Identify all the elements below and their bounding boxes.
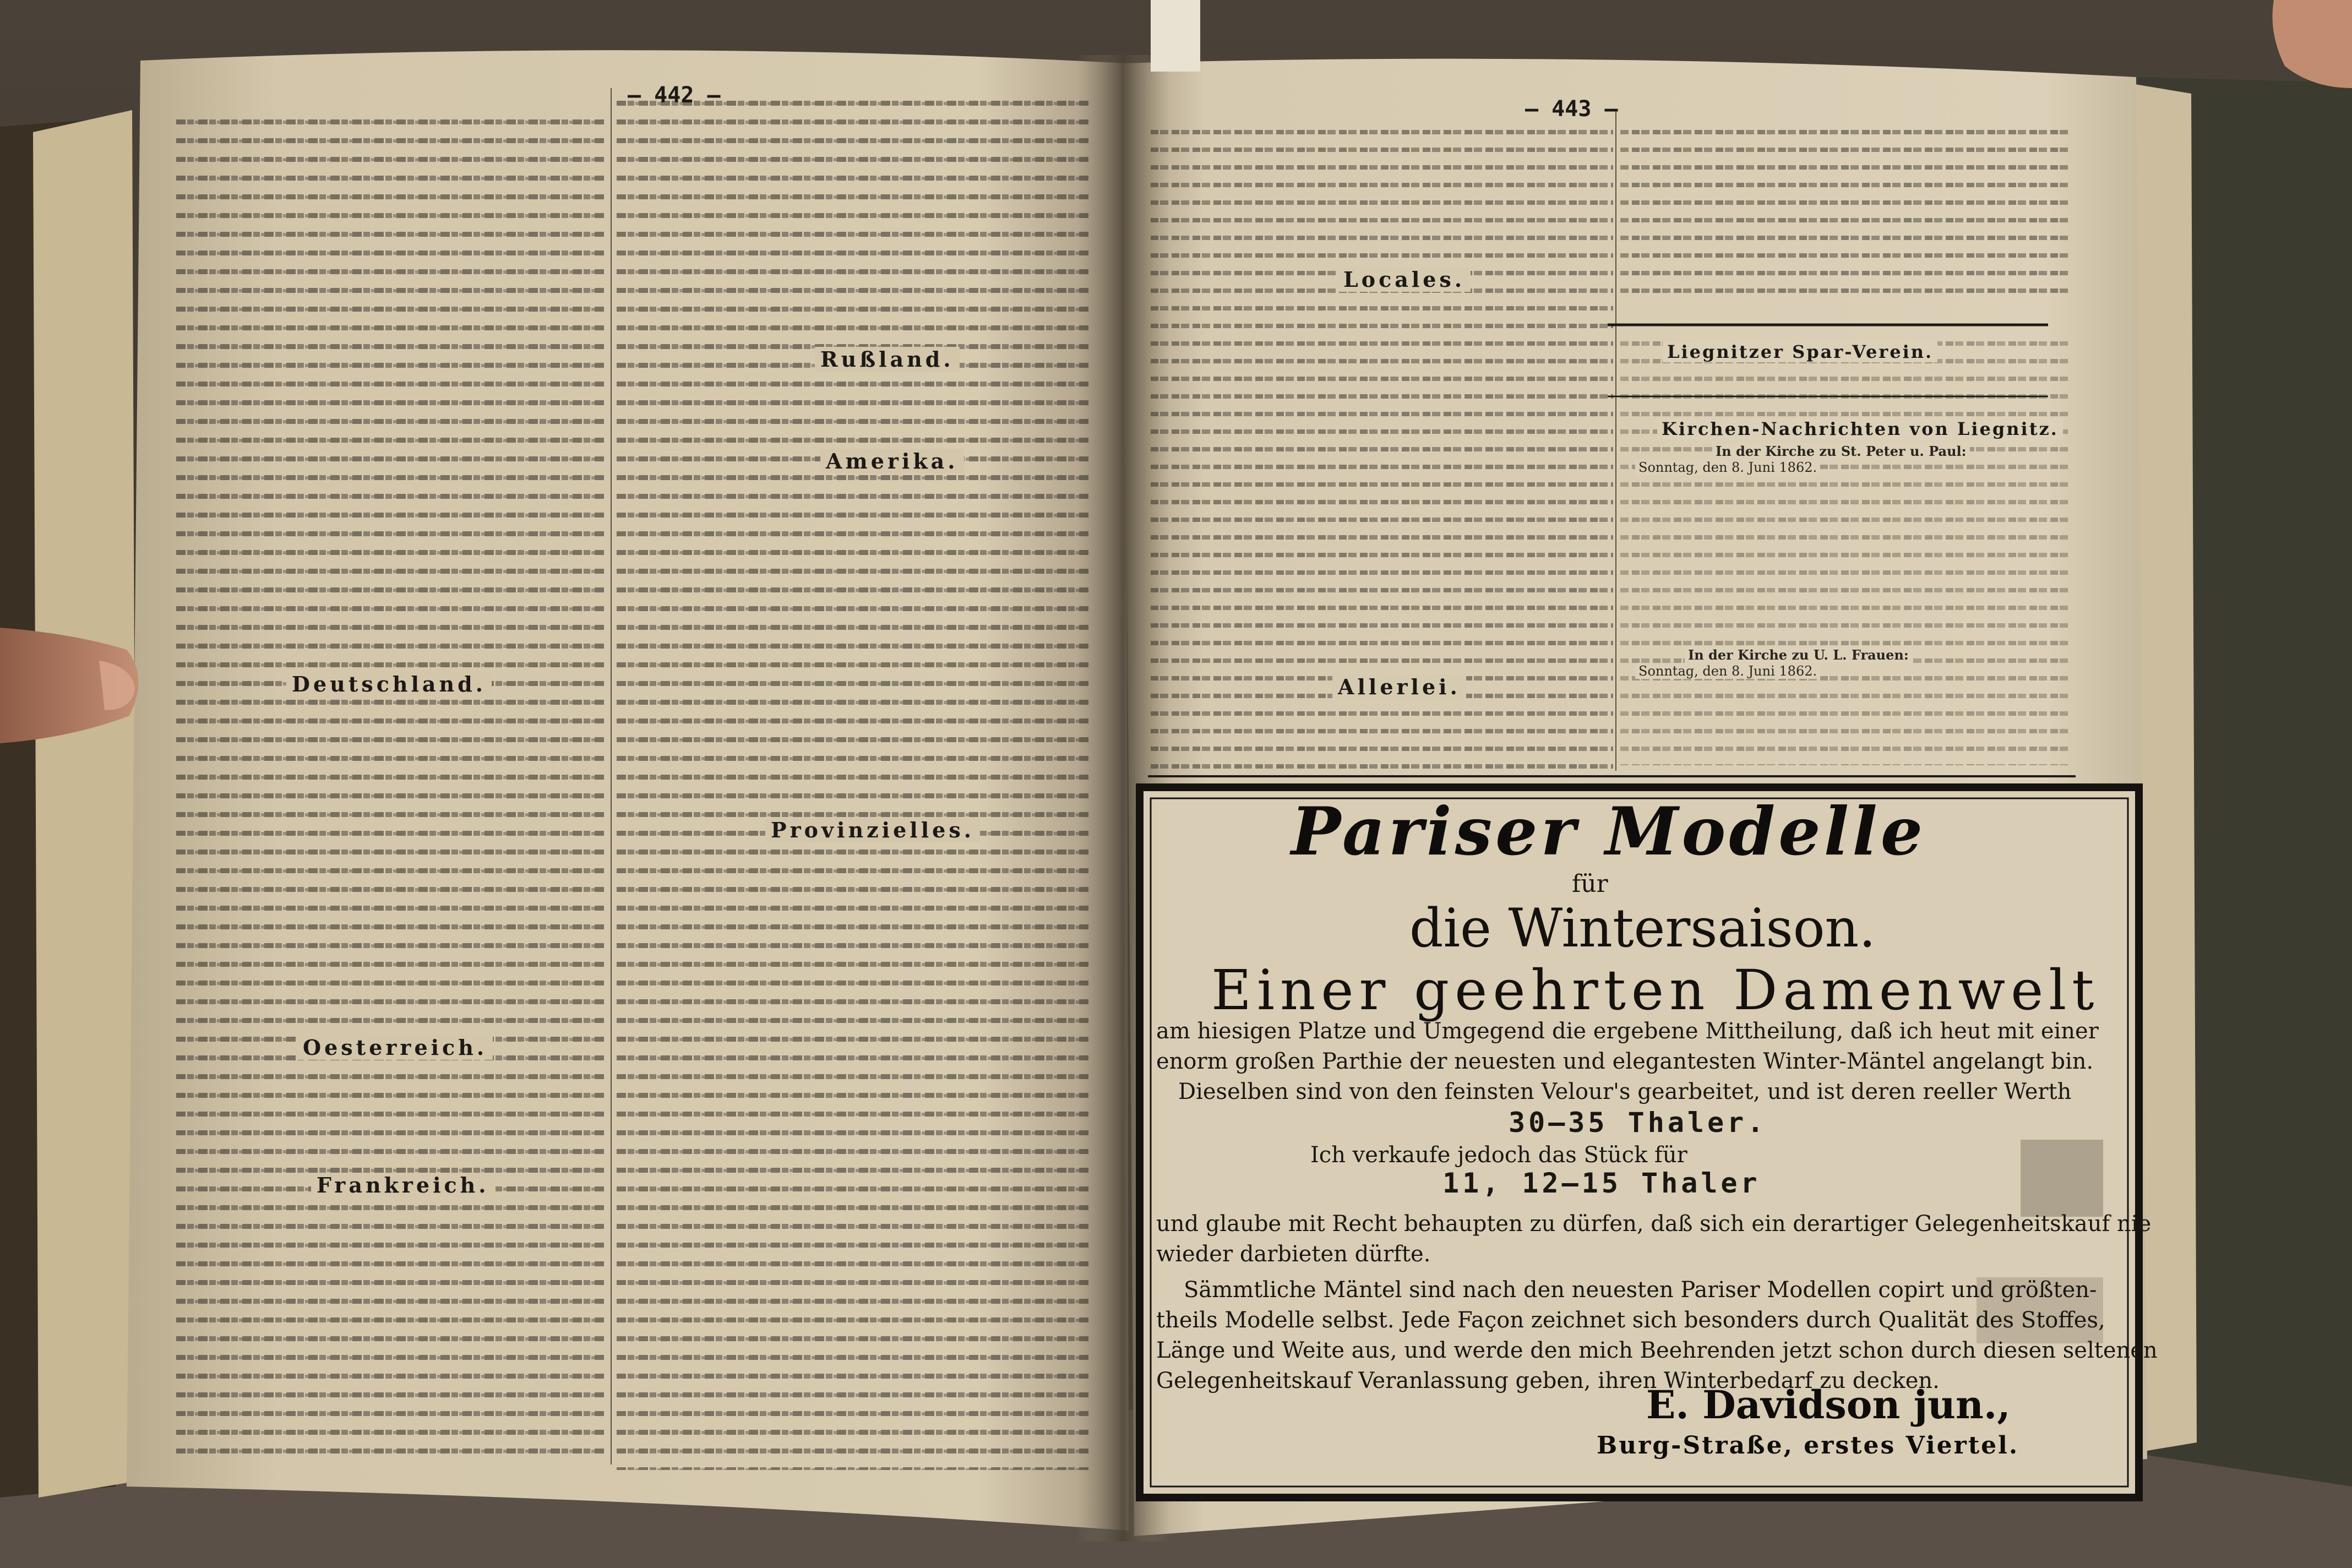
ad-line-5: und glaube mit Recht behaupten zu dürfen, daß sich ein derartiger Gelegenheitskauf nie bbox=[1156, 1211, 2152, 1237]
ad-price-regular: 30—35 Thaler. bbox=[1509, 1107, 1767, 1139]
ad-line-3: Dieselben sind von den feinsten Velour's gearbeitet, und ist deren reeller Werth bbox=[1178, 1079, 2072, 1104]
heading-provinzielles: Provinzielles. bbox=[765, 818, 980, 842]
ad-line-8: theils Modelle selbst. Jede Façon zeichnet sich besonders durch Qualität des Stoffes, bbox=[1156, 1308, 2105, 1333]
ad-headline: Einer geehrten Damenwelt bbox=[1211, 958, 2100, 1022]
heading-oesterreich: Oesterreich. bbox=[297, 1035, 493, 1060]
ad-address: Burg-Straße, erstes Viertel. bbox=[1597, 1431, 2019, 1460]
heading-allerlei: Allerlei. bbox=[1332, 674, 1466, 699]
heading-kirchen-nachrichten: Kirchen-Nachrichten von Liegnitz. bbox=[1657, 418, 2063, 439]
ad-line-2: enorm großen Parthie der neuesten und elegantesten Winter-Mäntel angelangt bin. bbox=[1156, 1049, 2094, 1074]
heading-spar-verein: Liegnitzer Spar-Verein. bbox=[1663, 341, 1937, 362]
right-page-number: — 443 — bbox=[1525, 96, 1618, 122]
kirchen-date-1: Sonntag, den 8. Juni 1862. bbox=[1635, 460, 1820, 475]
ad-title: Pariser Modelle bbox=[1291, 793, 1926, 870]
ad-fuer: für bbox=[1572, 870, 1608, 898]
ad-signature: E. Davidson jun., bbox=[1646, 1382, 2011, 1428]
ad-line-4: Ich verkaufe jedoch das Stück für bbox=[1310, 1142, 1687, 1168]
ad-line-6: wieder darbieten dürfte. bbox=[1156, 1242, 1431, 1267]
ad-line-10: Gelegenheitskauf Veranlassung geben, ihren Winterbedarf zu decken. bbox=[1156, 1368, 1940, 1393]
ad-price-offer: 11, 12—15 Thaler bbox=[1442, 1167, 1761, 1199]
ad-line-1: am hiesigen Platze und Umgegend die ergebene Mittheilung, daß ich heut mit einer bbox=[1156, 1019, 2099, 1044]
heading-russland: Rußland. bbox=[815, 347, 960, 372]
kirchen-date-2: Sonntag, den 8. Juni 1862. bbox=[1635, 663, 1820, 679]
heading-locales: Locales. bbox=[1338, 267, 1471, 292]
left-page-number: — 442 — bbox=[628, 83, 721, 108]
ad-line-9: Länge und Weite aus, und werde den mich Beehrenden jetzt schon durch diesen seltenen bbox=[1156, 1338, 2158, 1363]
heading-deutschland: Deutschland. bbox=[286, 672, 492, 696]
heading-amerika: Amerika. bbox=[820, 449, 964, 473]
kirchen-sub-peter-paul: In der Kirche zu St. Peter u. Paul: bbox=[1712, 443, 1970, 459]
ad-season: die Wintersaison. bbox=[1409, 897, 1876, 959]
ad-line-7: Sämmtliche Mäntel sind nach den neuesten Pariser Modellen copirt und größten- bbox=[1184, 1277, 2097, 1303]
kirchen-sub-frauen: In der Kirche zu U. L. Frauen: bbox=[1685, 647, 1912, 663]
heading-frankreich: Frankreich. bbox=[311, 1173, 495, 1197]
